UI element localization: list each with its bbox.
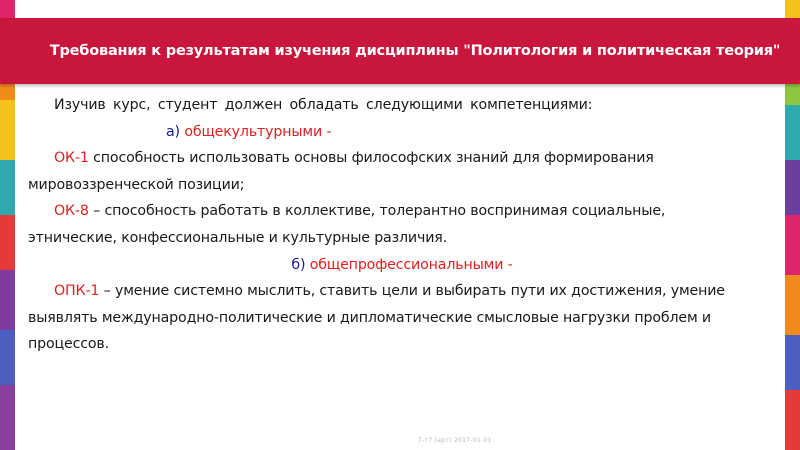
section-b-marker: б) <box>291 256 306 273</box>
ok1-code: ОК-1 <box>54 150 89 167</box>
intro-text: Изучив курс, студент должен обладать следующими компетенциями: <box>54 97 593 113</box>
slide-content <box>28 92 756 358</box>
ok8-code: ОК-8 <box>54 203 89 220</box>
footer-note: Т-т7 (арт) 2017-01-01 <box>418 437 492 444</box>
ok8-text: – способность работать в коллективе, толерантно воспринимая социальные, этнические, конфессиональные и культурные различия. <box>28 203 666 246</box>
ok1-text: способность использовать основы философских знаний для формирования мировоззренческой позиции; <box>28 150 654 193</box>
section-b-heading <box>28 252 756 279</box>
slide-title: Требования к результатам изучения дисциплины "Политология и политическая теория" <box>49 43 781 59</box>
competency-ok8 <box>28 198 756 251</box>
competency-opk1 <box>28 278 756 358</box>
section-a-marker: а) <box>166 123 180 140</box>
section-b-title: общепрофессиональными - <box>309 256 513 273</box>
section-a-title: общекультурными - <box>184 123 332 140</box>
title-banner <box>0 18 800 84</box>
opk1-text: – умение системно мыслить, ставить цели и выбирать пути их достижения, умение выявлять международно-политические и дипломатические смысловые нагрузки проблем и процессов. <box>28 283 725 353</box>
competency-ok1 <box>28 145 756 198</box>
section-a-heading <box>28 119 756 146</box>
opk1-code: ОПК-1 <box>54 283 100 300</box>
